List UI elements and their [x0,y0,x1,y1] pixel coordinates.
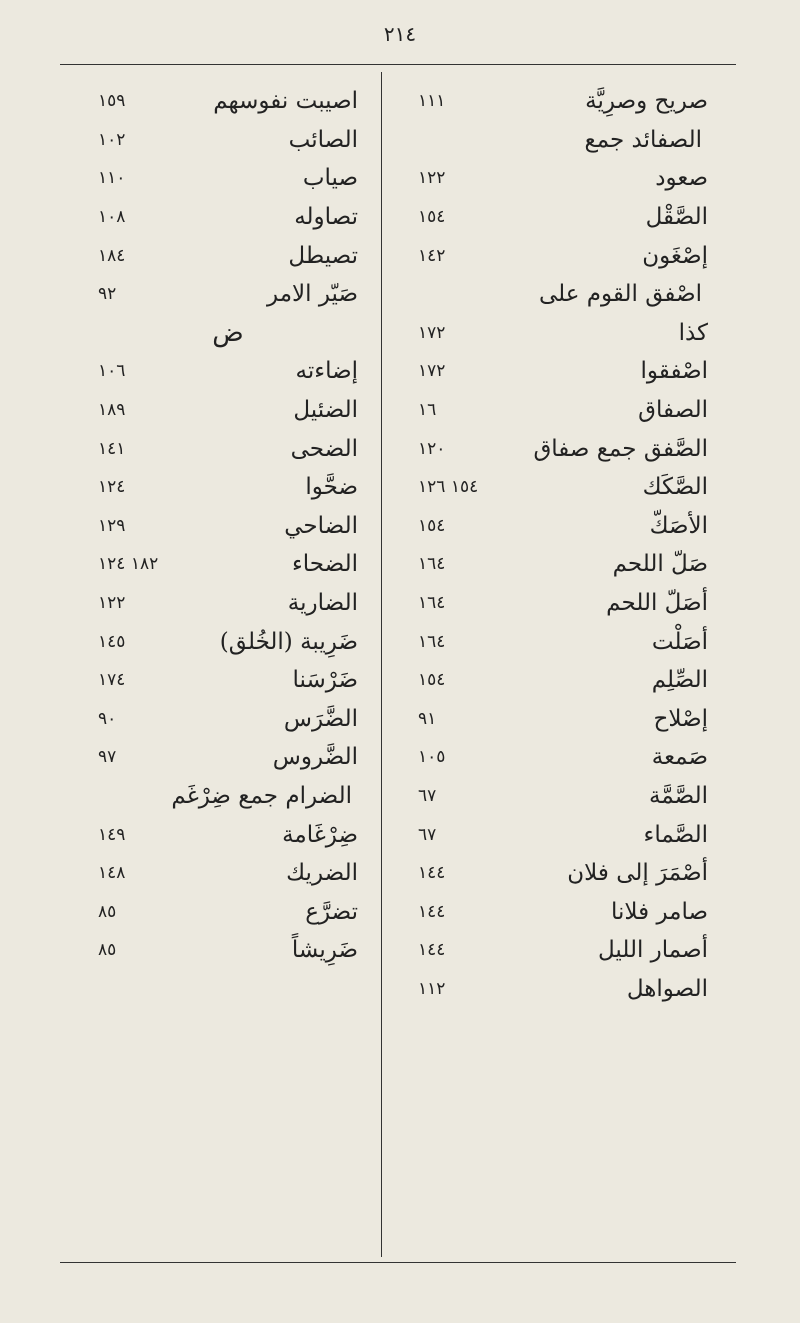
entry-term: ضَرِيبة (الخُلق) [219,628,358,655]
index-entry [418,700,708,739]
entry-term: تضرَّع [305,898,358,925]
index-entry [98,545,358,584]
index-entry [98,236,358,275]
entry-term: الصائب [288,126,358,153]
entry-term: صياب [302,165,358,192]
column-divider [381,72,382,1257]
heading-letter: ض [212,317,244,348]
entry-page-numbers: ١٠٨ [98,207,126,228]
entry-page-numbers: ١٦٤ [418,554,446,575]
index-entry [98,352,358,391]
entry-page-numbers: ٩٠ [98,708,117,729]
top-rule [60,64,736,65]
entry-term: أصْمَرَ إلى فلان [567,860,708,887]
index-entry [418,391,708,430]
index-entry [418,82,708,121]
index-entry [98,661,358,700]
entry-term: الضحى [290,435,358,462]
index-entry [98,198,358,237]
entry-page-numbers: ١١٢ [418,978,446,999]
entry-term: صعود [655,165,708,192]
entry-page-numbers: ١١١ [418,91,446,112]
index-entry [418,121,708,160]
entry-page-numbers: ١١٠ [98,168,126,189]
entry-term: ضِرْغَامة [282,821,358,848]
index-entry [98,275,358,314]
entry-term: الضئيل [293,397,358,424]
entry-term: إصْلاح [653,705,708,732]
entry-term: أصمار الليل [597,937,708,964]
entry-page-numbers: ١٤٤ [418,940,446,961]
entry-page-numbers: ١٤٨ [98,863,126,884]
index-entry [98,82,358,121]
index-entry [98,854,358,893]
index-entry [418,468,708,507]
entry-term: الصَّمَّة [649,782,708,809]
entry-term: إصْغَون [642,242,708,269]
entry-page-numbers: ١٧٢ [418,361,446,382]
entry-page-numbers: ٦٧ [418,824,437,845]
index-column-left [98,82,358,970]
index-entry [98,931,358,970]
entry-term: صَيّر الامر [267,281,358,308]
index-entry [418,584,708,623]
entry-page-numbers: ٨٥ [98,940,117,961]
index-entry [98,622,358,661]
entry-page-numbers: ١٦٤ [418,631,446,652]
index-entry [418,777,708,816]
entry-page-numbers: ١٠٦ [98,361,126,382]
entry-page-numbers: ١٥٤ [418,670,446,691]
entry-term: الصفاق [638,397,708,424]
index-entry [98,429,358,468]
index-entry [98,815,358,854]
entry-page-numbers: ١٢٩ [98,515,126,536]
entry-term: ضحَّوا [305,474,358,501]
entry-page-numbers: ١٤٤ [418,901,446,922]
entry-term: تصيطل [288,242,358,269]
entry-term: الصِّلِم [651,667,708,694]
index-entry [418,970,708,1009]
index-entry [98,159,358,198]
entry-page-numbers: ١٢٢ [418,168,446,189]
index-entry [98,700,358,739]
index-entry [418,275,708,314]
index-entry [418,738,708,777]
index-entry [418,815,708,854]
entry-page-numbers: ١٧٤ [98,670,126,691]
index-entry [418,198,708,237]
index-entry [418,545,708,584]
entry-term: أصَلّ اللحم [606,590,708,617]
entry-term: ضَرِيشاً [291,937,358,964]
entry-page-numbers: ١٨٢ ١٢٤ [98,554,159,575]
entry-term: اصْفق القوم على [538,281,702,308]
page-number: ٢١٤ [383,22,417,46]
entry-term: الصَّماء [643,821,708,848]
index-entry [418,314,708,353]
entry-page-numbers: ٨٥ [98,901,117,922]
entry-page-numbers: ١٥٩ [98,91,126,112]
entry-page-numbers: ٩٧ [98,747,117,768]
entry-page-numbers: ١٢٠ [418,438,446,459]
entry-page-numbers: ١٢٢ [98,593,126,614]
entry-term: اصيبت نفوسهم [213,88,358,115]
index-entry [418,236,708,275]
entry-term: ضَرْسَنا [292,667,358,694]
entry-page-numbers: ١٥٤ [418,207,446,228]
entry-term: صامر فلانا [611,898,708,925]
entry-term: كذا [678,319,708,346]
entry-page-numbers: ١٧٢ [418,322,446,343]
entry-page-numbers: ١٤٩ [98,824,126,845]
index-entry [418,931,708,970]
index-entry [98,584,358,623]
index-entry [98,468,358,507]
index-entry [98,777,358,816]
entry-term: أصَلْت [651,628,708,655]
entry-term: صَمعة [651,744,708,771]
entry-term: الأصَكّ [649,512,708,539]
entry-term: الصفائد جمع [584,126,702,153]
entry-term: الضحاء [291,551,358,578]
entry-page-numbers: ١٦٤ [418,593,446,614]
entry-page-numbers: ١٥٤ [418,515,446,536]
entry-page-numbers: ١٠٥ [418,747,446,768]
index-entry [98,391,358,430]
entry-page-numbers: ١٢٤ [98,477,126,498]
index-entry [418,661,708,700]
index-entry [418,352,708,391]
index-entry [418,159,708,198]
index-entry [418,892,708,931]
entry-term: تصاوله [294,204,358,231]
entry-term: الضَّروس [272,744,358,771]
entry-page-numbers: ١٤٤ [418,863,446,884]
entry-page-numbers: ٩٢ [98,284,117,305]
index-entry [418,429,708,468]
index-column-right [418,82,708,1008]
entry-page-numbers: ٦٧ [418,785,437,806]
entry-page-numbers: ١٤٥ [98,631,126,652]
entry-term: الصواهل [626,975,708,1002]
entry-page-numbers: ١٦ [418,400,437,421]
entry-term: الصَّكَك [642,474,708,501]
entry-term: الضريك [286,860,358,887]
entry-term: إضاءته [295,358,358,385]
entry-term: الصَّفق جمع صفاق [533,435,708,462]
index-entry [418,854,708,893]
entry-page-numbers: ١٨٩ [98,400,126,421]
entry-term: اصْفقوا [640,358,708,385]
bottom-rule [60,1262,736,1263]
letter-heading [98,314,358,353]
entry-term: الصَّقْل [645,204,708,231]
entry-term: صريح وصرِيَّة [585,88,708,115]
index-entry [98,892,358,931]
index-entry [418,622,708,661]
entry-term: الضاحي [284,512,358,539]
entry-term: الضارية [287,590,358,617]
entry-page-numbers: ٩١ [418,708,437,729]
entry-term: الضرام جمع ضِرْغَم [171,782,352,809]
index-entry [98,507,358,546]
entry-term: الضَّرَس [283,705,358,732]
entry-page-numbers: ١٠٢ [98,129,126,150]
entry-page-numbers: ١٤١ [98,438,126,459]
index-entry [98,121,358,160]
entry-term: صَلّ اللحم [612,551,708,578]
entry-page-numbers: ١٨٤ [98,245,126,266]
index-entry [98,738,358,777]
entry-page-numbers: ١٤٢ [418,245,446,266]
entry-page-numbers: ١٥٤ ١٢٦ [418,477,479,498]
index-entry [418,507,708,546]
